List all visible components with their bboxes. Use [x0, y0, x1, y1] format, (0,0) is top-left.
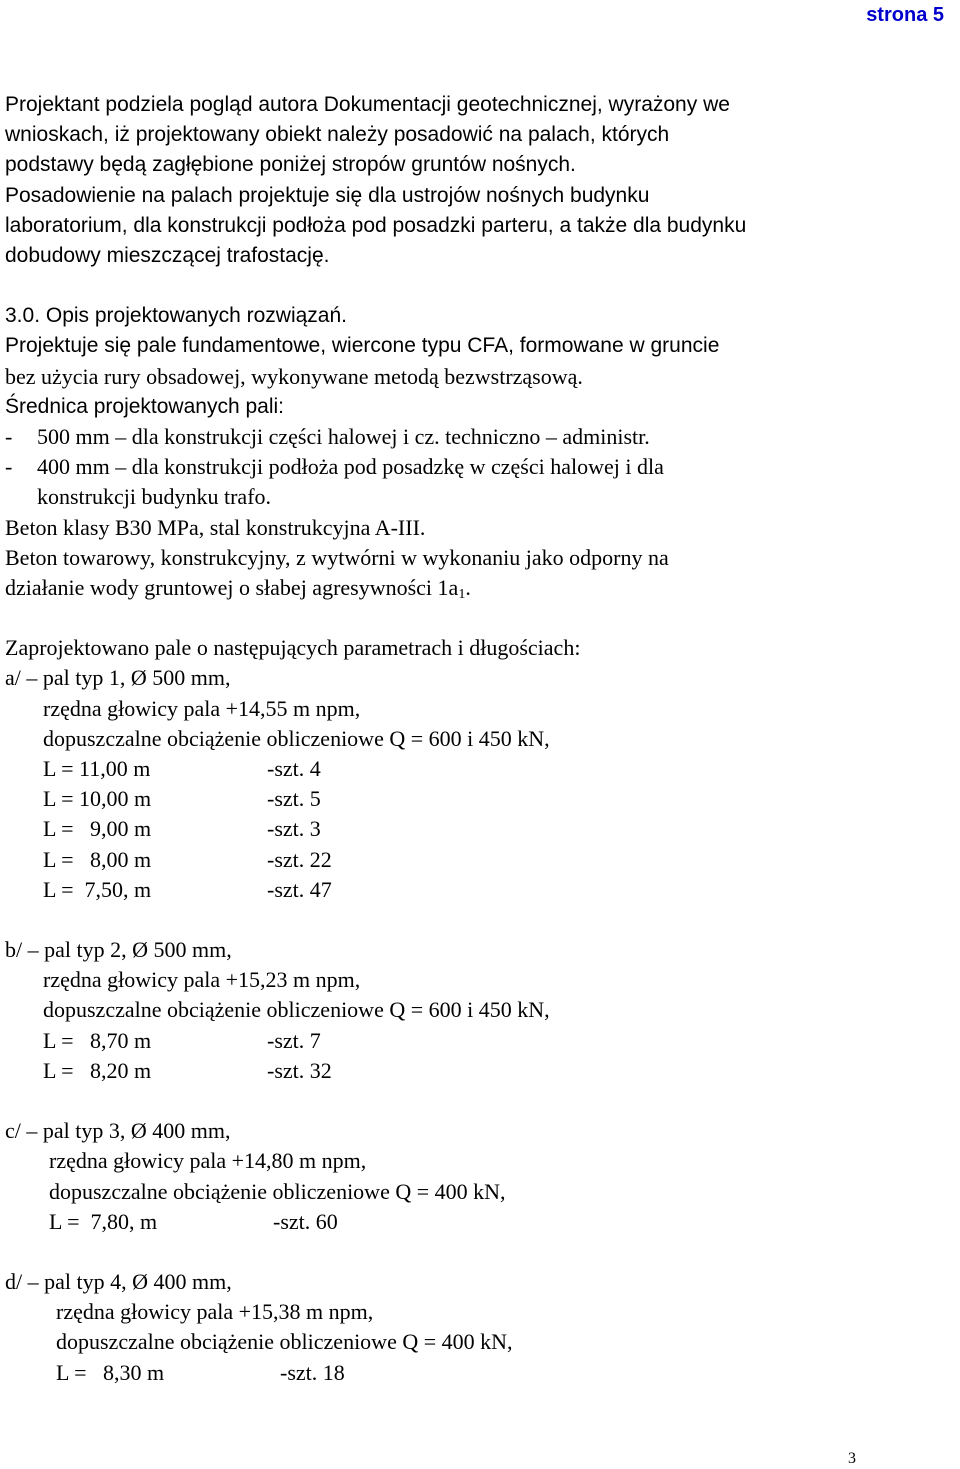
pile-length-row: L = 11,00 m -szt. 4 [43, 756, 321, 782]
section-body [5, 362, 950, 604]
pile-length-row: L = 10,00 m -szt. 5 [43, 786, 321, 812]
pile-load: dopuszczalne obciążenie obliczeniowe Q = 400 kN, [56, 1329, 513, 1355]
intro-paragraph [5, 90, 950, 271]
text-line: Projektuje się pale fundamentowe, wiercone typu CFA, formowane w gruncie [5, 334, 720, 358]
pile-length-row: L = 7,80, m -szt. 60 [49, 1208, 338, 1234]
text-line: Beton klasy B30 MPa, stal konstrukcyjna A-III. [5, 514, 426, 540]
pile-load: dopuszczalne obciążenie obliczeniowe Q = 600 i 450 kN, [43, 725, 550, 751]
pile-length-row: L = 9,00 m -szt. 3 [43, 816, 321, 842]
pile-type [5, 1267, 950, 1388]
list-dash: - [5, 424, 13, 450]
pile-elevation: rzędna głowicy pala +15,23 m npm, [43, 967, 361, 993]
list-item [5, 452, 950, 512]
pile-length-row: L = 7,50, m -szt. 47 [43, 876, 332, 902]
piles-section [5, 633, 950, 1387]
page-label: strona 5 [866, 4, 944, 26]
list-item-text: 400 mm – dla konstrukcji podłoża pod posadzkę w części halowej i dla konstrukcji budynku trafo. [37, 454, 664, 510]
pile-head: d/ – pal typ 4, Ø 400 mm, [5, 1268, 232, 1294]
pile-elevation: rzędna głowicy pala +14,55 m npm, [43, 695, 361, 721]
pile-length-row: L = 8,30 m -szt. 18 [56, 1359, 345, 1385]
text-line: laboratorium, dla konstrukcji podłoża pod posadzki parteru, a także dla budynku [5, 213, 747, 237]
text-line: działanie wody gruntowej o słabej agresywności $1a_1$. [5, 575, 471, 603]
pile-head: c/ – pal typ 3, Ø 400 mm, [5, 1118, 231, 1144]
document-body [5, 90, 950, 1388]
pile-elevation: rzędna głowicy pala +14,80 m npm, [49, 1148, 367, 1174]
pile-type [5, 1116, 950, 1237]
text-line: Średnica projektowanych pali: [5, 394, 284, 418]
text-line: dobudowy mieszczącej trafostację. [5, 244, 330, 268]
pile-type [5, 935, 950, 1086]
text-line: bez użycia rury obsadowej, wykonywane metodą bezwstrząsową. [5, 363, 583, 389]
list-item-text: 500 mm – dla konstrukcji części halowej i cz. techniczno – administr. [37, 424, 650, 450]
pile-length-row: L = 8,00 m -szt. 22 [43, 846, 332, 872]
pile-head: b/ – pal typ 2, Ø 500 mm, [5, 937, 232, 963]
section-title: 3.0. Opis projektowanych rozwiązań. [5, 304, 347, 328]
pile-load: dopuszczalne obciążenie obliczeniowe Q = 400 kN, [49, 1178, 506, 1204]
piles-intro: Zaprojektowano pale o następujących parametrach i długościach: [5, 635, 581, 661]
text-line: Projektant podziela pogląd autora Dokumentacji geotechnicznej, wyrażony we [5, 93, 730, 116]
text-line: podstawy będą zagłębione poniżej stropów gruntów nośnych. [5, 153, 576, 177]
text-line: Posadowienie na palach projektuje się dla ustrojów nośnych budynku [5, 183, 650, 207]
pile-elevation: rzędna głowicy pala +15,38 m npm, [56, 1299, 374, 1325]
pile-head: a/ – pal typ 1, Ø 500 mm, [5, 665, 231, 691]
pile-length-row: L = 8,20 m -szt. 32 [43, 1057, 332, 1083]
list-dash: - [5, 454, 13, 480]
text-line: wnioskach, iż projektowany obiekt należy posadowić na palach, których [5, 123, 670, 147]
list-item [5, 422, 950, 452]
page-number: 3 [848, 1450, 856, 1467]
pile-load: dopuszczalne obciążenie obliczeniowe Q = 600 i 450 kN, [43, 997, 550, 1023]
pile-length-row: L = 8,70 m -szt. 7 [43, 1027, 321, 1053]
section-heading [5, 301, 950, 361]
pile-type [5, 663, 950, 905]
text-line: Beton towarowy, konstrukcyjny, z wytwórni w wykonaniu jako odporny na [5, 544, 669, 570]
